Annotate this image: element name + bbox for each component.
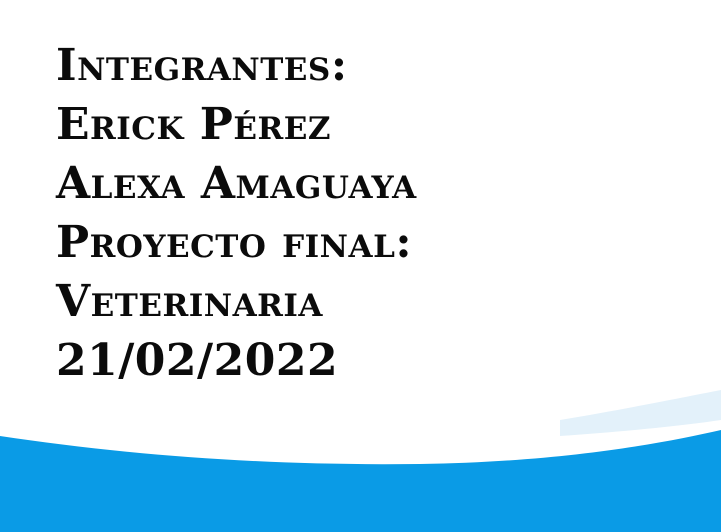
project-name: Veterinaria [56,276,323,327]
wave-band [0,430,721,532]
wave-highlight [560,390,721,436]
presentation-date: 21/02/2022 [56,335,339,386]
member-name-1: Erick Pérez [56,99,331,150]
member-name-2: Alexa Amaguaya [56,158,417,209]
slide-text-block [56,36,417,390]
decorative-wave [0,380,721,532]
project-heading: Proyecto final: [56,217,413,268]
members-heading: Integrantes: [56,40,348,91]
